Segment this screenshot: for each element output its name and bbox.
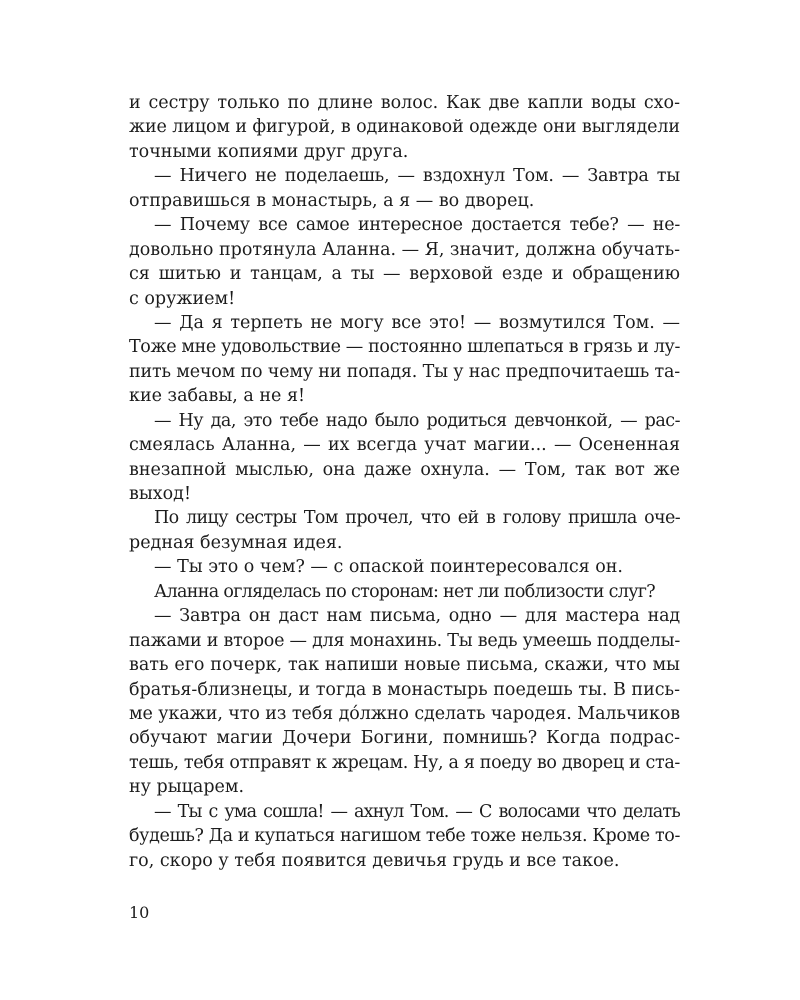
text-line: Аланна огляделась по сторонам: нет ли поблизости слуг? <box>154 581 655 602</box>
text-line: обучают магии Дочери Богини, помнишь? Когда подрас- <box>129 728 680 749</box>
text-line: кие забавы, а не я! <box>129 386 306 407</box>
text-line: будешь? Да и купаться нагишом тебе тоже нельзя. Кроме то- <box>129 826 680 847</box>
text-line: пить мечом по чему ни попадя. Ты у нас предпочитаешь та- <box>129 361 680 382</box>
text-line: ну рыцарем. <box>129 777 245 798</box>
text-line: пажами и второе — для монахинь. Ты ведь умеешь подделы- <box>129 630 680 651</box>
text-line: — Почему все самое интересное достается тебе? — не- <box>154 215 680 236</box>
text-line: выход! <box>129 484 191 504</box>
body-text <box>129 91 680 873</box>
text-line: ся шитью и танцам, а ты — верховой езде и обращению <box>129 264 680 285</box>
text-line: — Завтра он даст нам письма, одно — для мастера над <box>154 606 680 627</box>
text-line: — Да я терпеть не могу все это! — возмутился Том. — <box>154 312 680 333</box>
text-line: — Ничего не поделаешь, — вздохнул Том. — Завтра ты <box>154 166 680 187</box>
text-line: го, скоро у тебя появится девичья грудь и все такое. <box>129 850 620 871</box>
text-line: тешь, тебя отправят к жрецам. Ну, а я поеду во дворец и ста- <box>129 752 680 773</box>
text-line: и сестру только по длине волос. Как две капли воды схо- <box>129 93 680 113</box>
text-line: — Ну да, это тебе надо было родиться девчонкой, — рас- <box>154 410 680 431</box>
text-line: точными копиями друг друга. <box>129 141 409 162</box>
text-line: вать его почерк, так напиши новые письма, скажи, что мы <box>129 655 680 676</box>
text-line: внезапной мыслью, она даже охнула. — Том, так вот же <box>129 459 680 480</box>
text-line: жие лицом и фигурой, в одинаковой одежде они выглядели <box>129 117 680 138</box>
text-line: братья-близнецы, и тогда в монастырь поедешь ты. В пись- <box>129 679 680 700</box>
text-line: ме укажи, что из тебя до́лжно сделать чародея. Мальчиков <box>129 703 681 724</box>
text-line: довольно протянула Аланна. — Я, значит, должна обучать- <box>129 239 680 260</box>
text-line: — Ты это о чем? — с опаской поинтересовался он. <box>154 557 623 578</box>
page-number: 10 <box>129 903 150 922</box>
text-line: Тоже мне удовольствие — постоянно шлепаться в грязь и лу- <box>129 337 680 358</box>
text-line: отправишься в монастырь, а я — во дворец. <box>129 190 535 211</box>
text-line: По лицу сестры Том прочел, что ей в голову пришла оче- <box>154 508 680 529</box>
text-line: с оружием! <box>129 288 236 309</box>
text-line: — Ты с ума сошла! — ахнул Том. — С волосами что делать <box>154 801 680 822</box>
text-line: редная безумная идея. <box>129 532 343 553</box>
text-line: смеялась Аланна, — их всегда учат магии... — Осененная <box>129 435 680 456</box>
